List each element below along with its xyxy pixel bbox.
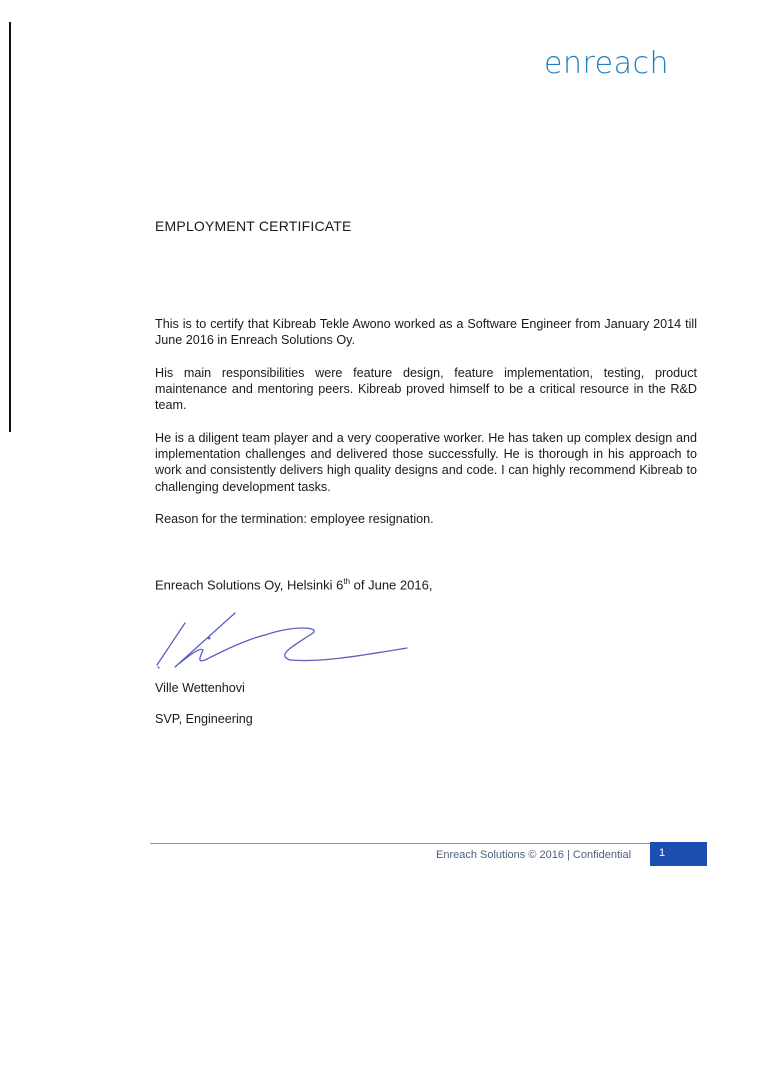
enreach-logo: enreach xyxy=(544,46,669,81)
place-date-line xyxy=(155,577,432,592)
page-number-box xyxy=(650,842,707,866)
date-text: Enreach Solutions Oy, Helsinki 6 xyxy=(155,577,344,593)
signatory-role: SVP, Engineering xyxy=(155,712,253,726)
date-text-end: of June 2016, xyxy=(350,577,433,593)
certificate-body xyxy=(155,316,697,544)
document-title: EMPLOYMENT CERTIFICATE xyxy=(155,218,352,234)
footer-divider xyxy=(150,843,658,844)
scan-edge-line xyxy=(9,22,11,432)
signatory-name: Ville Wettenhovi xyxy=(155,681,245,695)
date-ordinal: th xyxy=(343,577,351,586)
paragraph-employment: This is to certify that Kibreab Tekle Awono worked as a Software Engineer from January 2014 till June 2016 in Enreach Solutions Oy. xyxy=(155,317,697,348)
paragraph-termination: Reason for the termination: employee resignation. xyxy=(155,512,434,527)
paragraph-recommendation: He is a diligent team player and a very cooperative worker. He has taken up complex design and implementation challenges and delivered those successfully. He is thorough in his approach to work and consistently delivers high quality designs and code. I can highly recommend Kibreab to challenging development tasks. xyxy=(155,431,697,494)
signature xyxy=(145,605,415,670)
paragraph-responsibilities: His main responsibilities were feature design, feature implementation, testing, product maintenance and mentoring peers. Kibreab proved himself to be a critical resource in the R&D team. xyxy=(155,365,697,413)
footer-text: Enreach Solutions © 2016 | Confidential xyxy=(436,849,632,861)
page-number: 1 xyxy=(659,847,666,859)
